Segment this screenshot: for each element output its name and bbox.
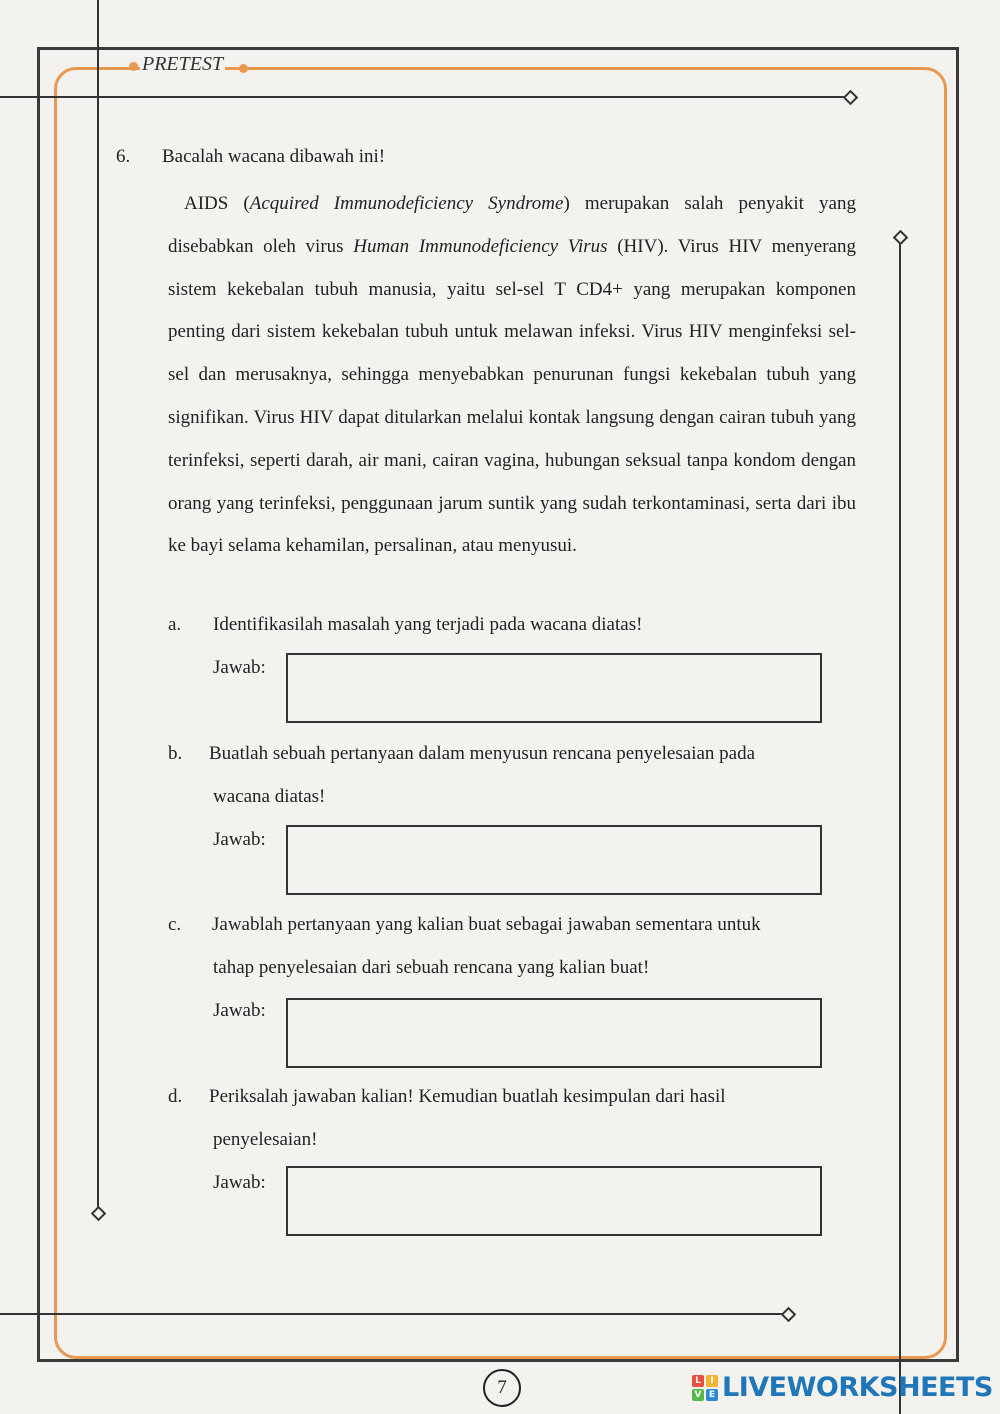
subquestion-b-answer-label: Jawab:: [213, 829, 266, 850]
logo-cell-l: L: [692, 1375, 704, 1387]
logo-cell-i: I: [706, 1375, 718, 1387]
left-vertical-rule: [97, 0, 99, 1210]
passage-segment: ) merupakan salah penyakit yang disebabkan oleh virus: [168, 193, 856, 257]
passage-term-hiv: Human Immunodeficiency Virus: [353, 235, 608, 257]
page-number: 7: [483, 1369, 521, 1407]
subquestion-c-letter: c.: [168, 914, 182, 935]
answer-box-a[interactable]: [286, 653, 822, 723]
top-horizontal-rule: [0, 96, 848, 98]
liveworksheets-logo-icon: [692, 1375, 718, 1401]
subquestion-a-letter: a.: [168, 614, 182, 635]
header-left-dot-icon: [129, 62, 138, 71]
subquestion-c-answer-label: Jawab:: [213, 1000, 266, 1021]
passage-intro: AIDS (: [184, 193, 250, 214]
subquestion-d-text: Periksalah jawaban kalian! Kemudian buatlah kesimpulan dari hasil: [209, 1086, 726, 1107]
answer-box-d[interactable]: [286, 1166, 822, 1236]
subquestion-a-text: Identifikasilah masalah yang terjadi pada wacana diatas!: [213, 614, 643, 635]
subquestion-d-answer-label: Jawab:: [213, 1172, 266, 1193]
subquestion-b-text: Buatlah sebuah pertanyaan dalam menyusun rencana penyelesaian pada: [209, 743, 756, 764]
subquestion-a-answer-label: Jawab:: [213, 657, 266, 678]
reading-passage: [168, 183, 856, 568]
subquestion-c-text-continued: tahap penyelesaian dari sebuah rencana yang kalian buat!: [213, 957, 650, 978]
passage-body: (HIV). Virus HIV menyerang sistem kekebalan tubuh manusia, yaitu sel-sel T CD4+ yang merupakan komponen penting dari sistem kekebalan tubuh untuk melawan infeksi. Virus HIV menginfeksi sel-sel dan merusaknya, sehingga menyebabkan penurunan fungsi kekebalan tubuh yang signifikan. Virus HIV dapat ditularkan melalui kontak langsung dengan cairan tubuh yang terinfeksi, seperti darah, air mani, cairan vagina, hubungan seksual tanpa kondom dengan orang yang terinfeksi, penggunaan jarum suntik yang sudah terkontaminasi, serta dari ibu ke bayi selama kehamilan, persalinan, atau menyusui.: [168, 235, 856, 557]
logo-cell-e: E: [706, 1389, 718, 1401]
question-number: 6.: [116, 146, 131, 167]
subquestion-b-text-continued: wacana diatas!: [213, 786, 326, 807]
header-label: PRETEST: [142, 53, 224, 75]
bottom-horizontal-rule: [0, 1313, 786, 1315]
subquestion-d-letter: d.: [168, 1086, 183, 1107]
question-instruction: Bacalah wacana dibawah ini!: [162, 146, 386, 167]
passage-term-aids: Acquired Immunodeficiency Syndrome: [249, 193, 564, 214]
liveworksheets-wordmark: LIVEWORKSHEETS: [722, 1372, 993, 1403]
answer-box-b[interactable]: [286, 825, 822, 895]
answer-box-c[interactable]: [286, 998, 822, 1068]
right-vertical-rule: [899, 238, 901, 1414]
subquestion-d-text-continued: penyelesaian!: [213, 1129, 318, 1150]
subquestion-b-letter: b.: [168, 743, 183, 764]
logo-cell-v: V: [692, 1389, 704, 1401]
header-right-dot-icon: [239, 64, 248, 73]
subquestion-c-text: Jawablah pertanyaan yang kalian buat sebagai jawaban sementara untuk: [212, 914, 761, 935]
liveworksheets-logo[interactable]: [692, 1372, 993, 1403]
